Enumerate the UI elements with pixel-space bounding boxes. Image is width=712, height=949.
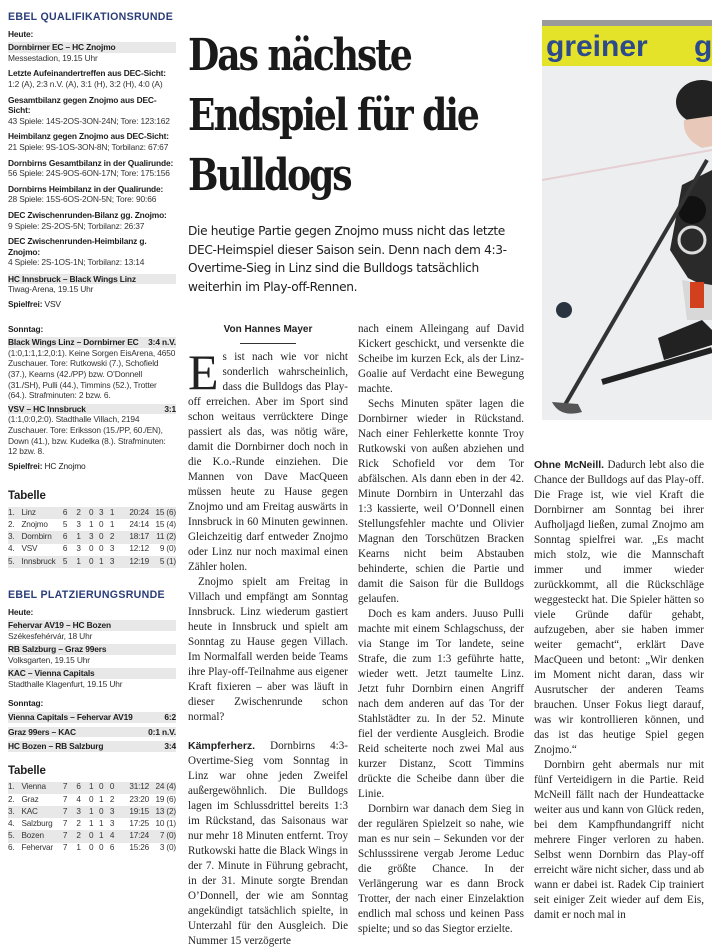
standings-cell: 1 xyxy=(88,519,94,529)
article-column-3 xyxy=(534,458,704,923)
section-title-quali: EBEL QUALIFIKATIONSRUNDE xyxy=(8,11,174,23)
result-row xyxy=(8,337,176,348)
standings-cell: 15 (4) xyxy=(155,519,176,529)
standings-cell: 3 xyxy=(105,556,118,568)
result-score: 0:1 n.V. xyxy=(148,726,176,737)
standings-cell: 0 xyxy=(88,544,94,554)
article-paragraph: nach einem Alleingang auf David Kickert geschickt, und versenkte die Scheibe im kurzen Eck, als der Linz-Goalie auf Verdacht eine Bewegung machte. xyxy=(358,323,524,395)
standings-row xyxy=(8,806,176,818)
standings-cell: 9 (0) xyxy=(159,544,176,554)
standings-cell: 0 xyxy=(85,830,97,842)
result-score: 3:4 n.V. xyxy=(148,337,176,348)
standings-cell: 18:17 xyxy=(119,531,149,543)
result-teams: HC Bozen – RB Salzburg xyxy=(8,741,104,752)
standings-cell: 0 xyxy=(97,531,105,543)
article-paragraph: Znojmo spielt am Freitag in Villach und empfängt am Sonntag Innsbruck. Linz wiederum gastiert heute in Innsbruck und spielt am Sonntag zu Hause gegen Villach. Im Normalfall werden beide Teams ihre Play-off-Teilnahme aus eigener Kraft fixieren – aber was läuft in dieser Zwischenrunde schon normal? xyxy=(188,576,348,723)
paragraph-kicker: Ohne McNeill. xyxy=(534,459,605,471)
byline-divider xyxy=(240,343,296,344)
photo-illustration xyxy=(542,20,712,420)
standings-cell: 2. xyxy=(8,519,15,529)
standings-cell: Znojmo xyxy=(21,519,48,529)
fixture-row xyxy=(8,644,176,655)
article-paragraph: Kämpferherz. Dornbirns 4:3-Overtime-Sieg vom Sonntag in Linz war ohne jeden Zweifel außergewöhnlich. Die Bulldogs lagen im Schlussdrittel bereits 1:3 im Rückstand, das Saisonaus war nur mehr 18 Minuten entfernt. Troy Rutkowski hatte die Black Wings in der 7. Minute in Führung gebracht, in der 31. Minute sorgte Brendan O’Donnell, der wie am Sonntag angekündigt tatsächlich spielte, in Unterzahl für den Ausgleich. Die Nummer 15 verzögerte xyxy=(188,740,348,947)
drop-cap: E xyxy=(188,344,219,400)
standings-cell: 1 xyxy=(72,556,85,568)
standings-cell: 3 xyxy=(76,544,81,554)
paragraph-kicker: Kämpferherz. xyxy=(188,740,256,752)
standings-cell: 2 xyxy=(72,830,85,842)
sunday-label: Sonntag: xyxy=(8,697,44,708)
fixture-teams: KAC – Vienna Capitals xyxy=(8,668,95,679)
svg-text:g: g xyxy=(694,30,712,63)
standings-title: Tabelle xyxy=(8,490,46,503)
standings-row xyxy=(8,544,176,556)
results-list xyxy=(8,337,176,457)
standings-cell: 15:26 xyxy=(129,843,150,853)
standings-cell: 5 (1) xyxy=(149,556,176,568)
standings-cell: 19:15 xyxy=(119,806,149,818)
result-score: 3:4 xyxy=(164,741,176,752)
banner-text: greiner xyxy=(546,30,648,63)
standings-cell: 7 xyxy=(58,782,71,794)
fixture-venue: Tiwag-Arena, 19.15 Uhr xyxy=(8,284,94,295)
standings-cell: 4. xyxy=(8,544,15,554)
standings-cell: 0 xyxy=(88,843,94,853)
standings-cell: 3 xyxy=(72,806,85,818)
result-teams: Black Wings Linz – Dornbirner EC xyxy=(8,337,139,348)
stat-heading: DEC Zwischenrunden-Bilanz gg. Znojmo: xyxy=(8,209,167,220)
sunday-label: Sonntag: xyxy=(8,323,44,334)
standings-cell: Graz xyxy=(21,794,39,804)
standings-cell: 3. xyxy=(8,531,21,543)
fixture-teams: RB Salzburg – Graz 99ers xyxy=(8,644,107,655)
standings-cell: Vienna xyxy=(21,782,58,794)
standings-cell: 1 xyxy=(85,806,97,818)
standings-cell: 1 xyxy=(99,794,104,804)
standings-cell: 24 (4) xyxy=(149,782,176,794)
result-score: 3:1 xyxy=(164,403,176,414)
standings-cell: 0 xyxy=(97,782,105,794)
standings-cell: 0 xyxy=(85,507,97,519)
stat-value: 4 Spiele: 2S-1OS-1N; Torbilanz: 13:14 xyxy=(8,257,145,268)
standings-cell: 1 xyxy=(105,507,118,519)
result-row xyxy=(8,727,176,738)
standings-cell: 6 xyxy=(58,507,71,519)
standings-cell: 10 (1) xyxy=(155,818,176,828)
stat-heading: Heimbilanz gegen Znojmo aus DEC-Sicht: xyxy=(8,131,169,142)
standings-cell: 1. xyxy=(8,507,21,519)
fixture-dornbirn-znojmo: Dornbirner EC – HC Znojmo xyxy=(8,42,176,53)
fixture-row xyxy=(8,668,176,679)
standings-cell: 12:12 xyxy=(129,544,150,554)
standings-cell: 1 xyxy=(97,830,105,842)
fixture-venue: Messestadion, 19.15 Uhr xyxy=(8,52,98,63)
standings-row xyxy=(8,556,176,568)
standings-cell: 7 xyxy=(62,794,68,804)
stat-value: 28 Spiele: 15S-6OS-2ON-5N; Tore: 90:66 xyxy=(8,194,157,205)
fixture-row xyxy=(8,620,176,631)
standings-cell: 2 xyxy=(105,531,118,543)
standings-cell: 6 xyxy=(72,782,85,794)
result-row xyxy=(8,712,176,723)
stat-value: 9 Spiele: 2S-2OS-5N; Torbilanz: 26:37 xyxy=(8,220,145,231)
standings-cell: 1 xyxy=(76,843,81,853)
standings-cell: 11 (2) xyxy=(149,531,176,543)
standings-cell: 0 xyxy=(99,843,104,853)
stat-heading: DEC Zwischenrunden-Heimbilanz g. Znojmo: xyxy=(8,236,147,257)
result-teams: Graz 99ers – KAC xyxy=(8,726,76,737)
standings-cell: Bozen xyxy=(21,830,58,842)
standings-cell: 1. xyxy=(8,782,21,794)
standings-cell: 0 xyxy=(88,794,94,804)
standings-cell: 24:14 xyxy=(129,519,150,529)
standings-cell: 17:24 xyxy=(119,830,149,842)
standings-cell: 0 xyxy=(105,782,118,794)
hockey-player-photo xyxy=(542,20,712,420)
standings-cell: 1 xyxy=(99,818,104,828)
stat-heading: Letzte Aufeinandertreffen aus DEC-Sicht: xyxy=(8,68,166,79)
article-lead: Die heutige Partie gegen Znojmo muss nicht das letzte DEC-Heimspiel dieser Saison sein. Denn nach dem 4:3-Overtime-Sieg in Linz sind die Bulldogs tatsächlich weiterhin im Play-off-Rennen. xyxy=(188,224,507,294)
stat-value: 21 Spiele: 9S-1OS-3ON-8N; Torbilanz: 67:67 xyxy=(8,141,169,152)
standings-cell: 31:12 xyxy=(119,782,149,794)
standings-cell: 3 xyxy=(109,544,115,554)
stat-heading: Dornbirns Gesamtbilanz in der Qualirunde: xyxy=(8,157,174,168)
standings-cell: 7 xyxy=(62,843,68,853)
standings-cell: 3 xyxy=(85,531,97,543)
standings-cell: 5 xyxy=(62,519,68,529)
article-column-2 xyxy=(358,322,524,937)
fixture-innsbruck-linz: HC Innsbruck – Black Wings Linz xyxy=(8,274,176,285)
standings-cell: 6 xyxy=(58,531,71,543)
standings-cell: 7 xyxy=(58,806,71,818)
standings-row xyxy=(8,519,176,531)
fixture-teams: Fehervar AV19 – HC Bozen xyxy=(8,620,111,631)
stat-value: 1:2 (A), 2:3 n.V. (A), 3:1 (H), 3:2 (H), 4:0 (A) xyxy=(8,78,163,89)
article-paragraph: Dornbirn war danach dem Sieg in der regulären Spielzeit so nahe, wie man es nur sein – Sekunden vor der Schlusssirene vergab Jerome Leduc die größte Chance. In der Verlängerung war es dann Brock Trotter, der nach einer Einzelaktion endlich mal schoss und keinen Pass spielte; und so das Siegtor erzielte. xyxy=(358,803,524,935)
article-paragraph: Es ist nach wie vor nicht sonderlich wahrscheinlich, dass die Bulldogs das Play-off erreichen. Aber im Sport sind schon weitaus verrücktere Dinge passiert als das, was nötig wäre, damit die Dornbirner doch noch in die K.o.-Runde einziehen. Die Mannen von Dave MacQueen müssen heute zu Hause gegen Znojmo und am Freitag auswärts in Innsbruck in 60 Minuten gewinnen. Gleichzeitig darf entweder Znojmo oder Linz nur noch maximal einen Zähler holen. xyxy=(188,344,348,573)
standings-title: Tabelle xyxy=(8,765,46,778)
result-teams: Vienna Capitals – Fehervar AV19 xyxy=(8,712,133,723)
standings-cell: 7 xyxy=(58,830,71,842)
standings-row xyxy=(8,782,176,794)
standings-cell: 5. xyxy=(8,830,21,842)
stat-value: 43 Spiele: 14S-2OS-3ON-24N; Tore: 123:162 xyxy=(8,115,170,126)
standings-cell: 4 xyxy=(76,794,81,804)
standings-cell: 13 (2) xyxy=(149,806,176,818)
fixtures-list xyxy=(8,620,176,690)
standings-cell: 5. xyxy=(8,556,21,568)
standings-cell: 6 xyxy=(62,544,68,554)
standings-cell: 1 xyxy=(97,556,105,568)
standings-cell: 1 xyxy=(72,531,85,543)
standings-cell: 0 xyxy=(99,544,104,554)
standings-cell: 20:24 xyxy=(119,507,149,519)
standings-cell: 2 xyxy=(76,818,81,828)
standings-cell: 1 xyxy=(109,519,115,529)
standings-cell: 7 xyxy=(62,818,68,828)
today-label: Heute: xyxy=(8,606,34,617)
article-paragraph: Ohne McNeill. Dadurch lebt also die Chance der Bulldogs auf das Play-off. Die Frage ist, wie viel Kraft die Dornbirner am Sonntag bei ihrer Aufholjagd ließen, zumal Znojmo am Sonntag spielfrei war. „Es macht mich stolz, wie die Mannschaft immer und immer wieder zurückkommt, all die Rückschläge weggesteckt hat. Die Spieler hätten so viele Gründe dafür gehabt, aufzugeben, aber sie haben immer weiter gemacht“, erklärt Dave MacQueen und betont: „Wir denken im Moment nicht daran, dass wir Ausrutscher der anderen Teams brauchen. Unser Fokus liegt darauf, was wir kontrollieren können, und das ist das heutige Spiel gegen Znojmo.“ xyxy=(534,459,704,756)
standings-cell: 3 xyxy=(97,507,105,519)
standings-cell: Innsbruck xyxy=(21,556,58,568)
article-column-1 xyxy=(188,322,348,949)
result-details: (1:0,1:1,1:2,0:1). Keine Sorgen EisArena, 4650 Zuschauer. Tore: Rutkowski (7.), Schofield (37.), Kearns (42./PP) bzw. O’Donnell (31./SH), Pulli (44.), Timmins (52.), Trotter (64.). Strafminuten: 2 bzw. 6. xyxy=(8,347,176,401)
result-score: 6:2 xyxy=(164,712,176,723)
standings-cell: Fehervar xyxy=(21,843,53,853)
standings-cell: 1 xyxy=(85,782,97,794)
bye-team: Spielfrei: VSV xyxy=(8,299,61,310)
bye-team: Spielfrei: HC Znojmo xyxy=(8,460,86,471)
stat-heading: Gesamtbilanz gegen Znojmo aus DEC-Sicht: xyxy=(8,94,157,116)
standings-cell: 3 xyxy=(109,818,115,828)
stat-value: 56 Spiele: 24S-9OS-6ON-17N; Tore: 175:156 xyxy=(8,168,170,179)
standings-cell: 3 xyxy=(105,806,118,818)
standings-row xyxy=(8,843,176,855)
standings-cell: 3. xyxy=(8,806,21,818)
fixture-venue: Székesfehérvár, 18 Uhr xyxy=(8,630,93,641)
result-details: (1:1,0:0,2:0). Stadthalle Villach, 2194 Zuschauer. Tore: Eriksson (15./PP, 60./EN), Down (41.), bzw. Kudelka (8.). Strafminuten: 12 bzw. 8. xyxy=(8,414,166,457)
article-paragraph: Doch es kam anders. Juuso Pulli machte mit einem Schlagschuss, der via Stange im Tor landete, seine Strafe, die zum 1:3 geführte hatte, wieder wett. Jetzt taumelte Linz. Jetzt fuhr Dornbirn einen Angriff nach dem anderen auf das Tor der Stahlstädter zu. In der 52. Minute fiel der verdiente Ausgleich. Brodie Reid scheiterte noch zwei Mal aus kurzer Distanz, Scott Timmins drückte die Scheibe dann über die Linie. xyxy=(358,608,524,800)
standings-row xyxy=(8,830,176,842)
standings-cell: KAC xyxy=(21,806,58,818)
standings-cell: 17:25 xyxy=(129,818,150,828)
article-headline: Das nächste Endspiel für die Bulldogs xyxy=(188,30,478,201)
standings-cell: 12:19 xyxy=(119,556,149,568)
stat-heading: Dornbirns Heimbilanz in der Qualirunde: xyxy=(8,183,164,194)
standings-cell: 4 xyxy=(105,830,118,842)
standings-row xyxy=(8,531,176,543)
standings-cell: 4. xyxy=(8,818,15,828)
standings-cell: VSV xyxy=(21,544,38,554)
standings-cell: 2 xyxy=(109,794,115,804)
article-paragraph: Dornbirn geht abermals nur mit fünf Verteidigern in die Partie. Reid McNeill fällt nach der Hundeattacke weiter aus und kann von Glück reden, bei dem Kampfhundangriff nicht mehrere Finger verloren zu haben. Selbst wenn Dornbirn das Play-off erreicht wäre nicht sicher, dass und ab wann er dabei ist. Radek Cip trainiert seit einiger Zeit wieder auf dem Eis, damit er noch mal in xyxy=(534,759,704,921)
result-teams: VSV – HC Innsbruck xyxy=(8,403,86,414)
stats-list xyxy=(8,68,176,268)
standings-cell: 0 xyxy=(97,806,105,818)
fixture-venue: Stadthalle Klagenfurt, 19.15 Uhr xyxy=(8,679,123,690)
fixture-venue: Volksgarten, 19.15 Uhr xyxy=(8,654,90,665)
standings-cell: 0 xyxy=(99,519,104,529)
result-row xyxy=(8,404,176,415)
results-list xyxy=(8,712,176,752)
standings-row xyxy=(8,794,176,806)
standings-cell: 6. xyxy=(8,843,15,853)
standings-cell: 5 xyxy=(58,556,71,568)
standings-cell: 6 xyxy=(109,843,115,853)
standings-cell: 15 (6) xyxy=(149,507,176,519)
standings-cell: Salzburg xyxy=(21,818,53,828)
standings-table-quali xyxy=(8,507,176,568)
article-paragraph: Sechs Minuten später lagen die Dornbirner wieder in Rückstand. Nach einer Fehlerkette konnte Troy Rutkowski von außen abziehen und Rick Schofield vor dem Tor abfälschen. Als dann eben in der 42. Minute Dornbirn in Unterzahl das 1:3 kassierte, weil O’Donnell einen Stellungsfehler machte und Olivier Magnan den Torschützen Bracken Kearns nicht beim Abstauben behinderte, schien die Partie und damit die Saison für die Bulldogs gelaufen. xyxy=(358,398,524,605)
result-row xyxy=(8,741,176,752)
standings-row xyxy=(8,507,176,519)
standings-cell: Linz xyxy=(21,507,58,519)
standings-cell: 23:20 xyxy=(129,794,150,804)
standings-table-platz xyxy=(8,782,176,855)
standings-cell: 3 (0) xyxy=(159,843,176,853)
standings-cell: 0 xyxy=(85,556,97,568)
standings-cell: 2 xyxy=(72,507,85,519)
today-label: Heute: xyxy=(8,28,34,39)
standings-cell: 19 (6) xyxy=(155,794,176,804)
author-byline: Von Hannes Mayer xyxy=(223,324,313,335)
results-sidebar xyxy=(8,0,176,855)
section-title-platz: EBEL PLATZIERUNGSRUNDE xyxy=(8,588,165,601)
standings-cell: Dornbirn xyxy=(21,531,58,543)
standings-cell: 3 xyxy=(76,519,81,529)
standings-cell: 2. xyxy=(8,794,15,804)
standings-cell: 7 (0) xyxy=(149,830,176,842)
standings-cell: 1 xyxy=(88,818,94,828)
standings-row xyxy=(8,818,176,830)
